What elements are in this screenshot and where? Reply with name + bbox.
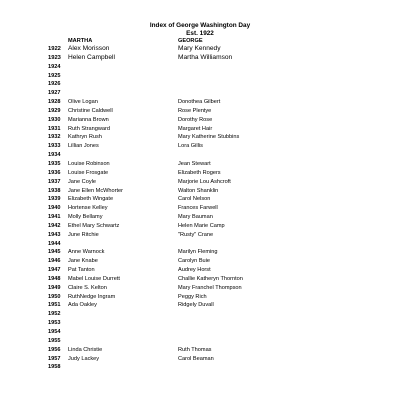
table-row (0, 54, 400, 63)
document-title: Index of George Washington Day (149, 22, 251, 29)
george-cell: Martha Williamson (178, 53, 233, 61)
martha-cell: Lillian Jones (68, 143, 99, 150)
table-row (0, 187, 400, 196)
table-row (0, 169, 400, 178)
table-row (0, 266, 400, 275)
year-cell: 1937 (48, 178, 61, 185)
george-cell: Helen Marie Camp (178, 222, 225, 229)
year-cell: 1950 (48, 293, 61, 300)
george-cell: Carol Beaman (178, 355, 214, 362)
martha-cell: Molly Bellamy (68, 214, 103, 221)
martha-cell: Mabel Louise Durrett (68, 275, 120, 282)
year-cell: 1939 (48, 196, 61, 203)
table-row (0, 328, 400, 337)
george-cell: Lora Gillis (178, 143, 203, 150)
year-cell: 1958 (48, 364, 61, 371)
year-cell: 1934 (48, 152, 61, 159)
table-row (0, 72, 400, 81)
year-cell: 1929 (48, 107, 61, 114)
table-row (0, 310, 400, 319)
table-row (0, 125, 400, 134)
martha-cell: Pat Tanton (68, 267, 95, 274)
martha-cell: Marianna Brown (68, 116, 109, 123)
year-cell: 1947 (48, 267, 61, 274)
year-cell: 1955 (48, 337, 61, 344)
george-cell: Margaret Hair (178, 125, 213, 132)
year-cell: 1936 (48, 169, 61, 176)
table-row (0, 346, 400, 355)
martha-cell: Jane Ellen McWhorter (68, 187, 124, 194)
george-cell: Marjorie Lou Ashcroft (178, 178, 231, 185)
martha-cell: Claire S. Kelton (68, 284, 107, 291)
george-cell: Ruth Thomas (178, 346, 212, 353)
martha-cell: Louise Frosgate (68, 169, 109, 176)
table-row (0, 355, 400, 364)
martha-cell: Judy Lackey (68, 355, 100, 362)
table-row (0, 151, 400, 160)
table-row (0, 45, 400, 54)
george-cell: Carol Nelson (178, 196, 211, 203)
martha-cell: Jane Coyle (68, 178, 96, 185)
year-cell: 1923 (48, 54, 61, 61)
index-table (0, 45, 400, 372)
table-row (0, 231, 400, 240)
table-row (0, 89, 400, 98)
table-row (0, 80, 400, 89)
year-cell: 1922 (48, 46, 61, 52)
george-cell: Challie Katheryn Thornton (178, 275, 243, 282)
martha-cell: Ethel Mary Schwartz (68, 222, 120, 229)
table-row (0, 98, 400, 107)
year-cell: 1927 (48, 90, 61, 97)
table-row (0, 213, 400, 222)
george-cell: Mary Kennedy (178, 45, 221, 52)
year-cell: 1954 (48, 329, 61, 335)
year-cell: 1935 (48, 160, 61, 167)
year-cell: 1924 (48, 63, 61, 70)
year-cell: 1944 (48, 240, 61, 247)
table-row (0, 257, 400, 266)
martha-cell: Helen Campbell (68, 53, 115, 61)
table-row (0, 319, 400, 328)
year-cell: 1940 (48, 205, 61, 212)
martha-cell: Kathryn Rush (68, 134, 102, 141)
george-cell: Jean Stewart (178, 160, 211, 167)
martha-cell: Ada Oakley (68, 302, 97, 309)
year-cell: 1946 (48, 258, 61, 265)
george-cell: Carolyn Buie (178, 258, 211, 265)
table-row (0, 275, 400, 284)
table-row (0, 204, 400, 213)
table-row (0, 63, 400, 72)
table-row (0, 222, 400, 231)
year-cell: 1925 (48, 72, 61, 79)
george-cell: Audrey Horst (178, 267, 211, 274)
table-row (0, 240, 400, 249)
george-cell: "Rusty" Crane (178, 231, 214, 238)
year-cell: 1931 (48, 125, 61, 132)
george-cell: Frances Farwell (178, 205, 218, 212)
george-cell: Peggy Rich (178, 293, 207, 300)
year-cell: 1941 (48, 214, 61, 221)
year-cell: 1926 (48, 81, 61, 88)
table-row (0, 178, 400, 187)
martha-cell: Louise Robinson (68, 160, 110, 167)
year-cell: 1953 (48, 320, 61, 327)
martha-cell: Jane Knabe (68, 258, 98, 265)
year-cell: 1943 (48, 231, 61, 238)
martha-cell: RuthNedge Ingram (68, 293, 116, 300)
george-cell: Walton Shanklin (178, 187, 219, 194)
martha-cell: Anne Warnock (68, 249, 105, 256)
george-cell: Elizabeth Rogers (178, 169, 221, 176)
year-cell: 1932 (48, 134, 61, 141)
table-row (0, 142, 400, 151)
year-cell: 1951 (48, 302, 61, 309)
martha-cell: Ruth Strangward (68, 125, 110, 132)
table-row (0, 195, 400, 204)
table-row (0, 107, 400, 116)
george-cell: Mary Bauman (178, 214, 213, 221)
martha-cell: June Ritchie (68, 231, 99, 238)
george-cell: Rose Plentye (178, 107, 212, 114)
martha-cell: Elizabeth Wingate (68, 196, 114, 203)
year-cell: 1957 (48, 355, 61, 362)
george-cell: Marilyn Fleming (178, 249, 218, 256)
year-cell: 1945 (48, 249, 61, 256)
george-cell: Dorothy Rose (178, 116, 213, 123)
martha-cell: Olive Logan (68, 99, 98, 106)
george-cell: Mary Franchel Thompson (178, 284, 242, 291)
year-cell: 1952 (48, 311, 61, 318)
year-cell: 1933 (48, 143, 61, 150)
year-cell: 1949 (48, 284, 61, 291)
column-header-martha: MARTHA (68, 38, 93, 44)
table-row (0, 293, 400, 302)
year-cell: 1948 (48, 275, 61, 282)
george-cell: Mary Katherine Stubbins (178, 134, 240, 141)
table-row (0, 116, 400, 125)
martha-cell: Christine Caldwell (68, 107, 113, 114)
table-row (0, 284, 400, 293)
year-cell: 1928 (48, 99, 61, 106)
year-cell: 1930 (48, 116, 61, 123)
martha-cell: Linda Christie (68, 346, 103, 353)
martha-cell: Alex Morisson (68, 45, 110, 52)
table-row (0, 248, 400, 257)
document-subtitle: Est. 1922 (186, 30, 214, 37)
year-cell: 1938 (48, 187, 61, 194)
year-cell: 1942 (48, 222, 61, 229)
table-row (0, 301, 400, 310)
column-header-george: GEORGE (178, 38, 203, 44)
martha-cell: Hortense Kelley (68, 205, 108, 212)
table-row (0, 337, 400, 346)
table-row (0, 133, 400, 142)
year-cell: 1956 (48, 346, 61, 353)
george-cell: Donothea Gilbert (178, 99, 221, 106)
table-row (0, 363, 400, 372)
george-cell: Ridgely Duvall (178, 302, 214, 309)
table-row (0, 160, 400, 169)
